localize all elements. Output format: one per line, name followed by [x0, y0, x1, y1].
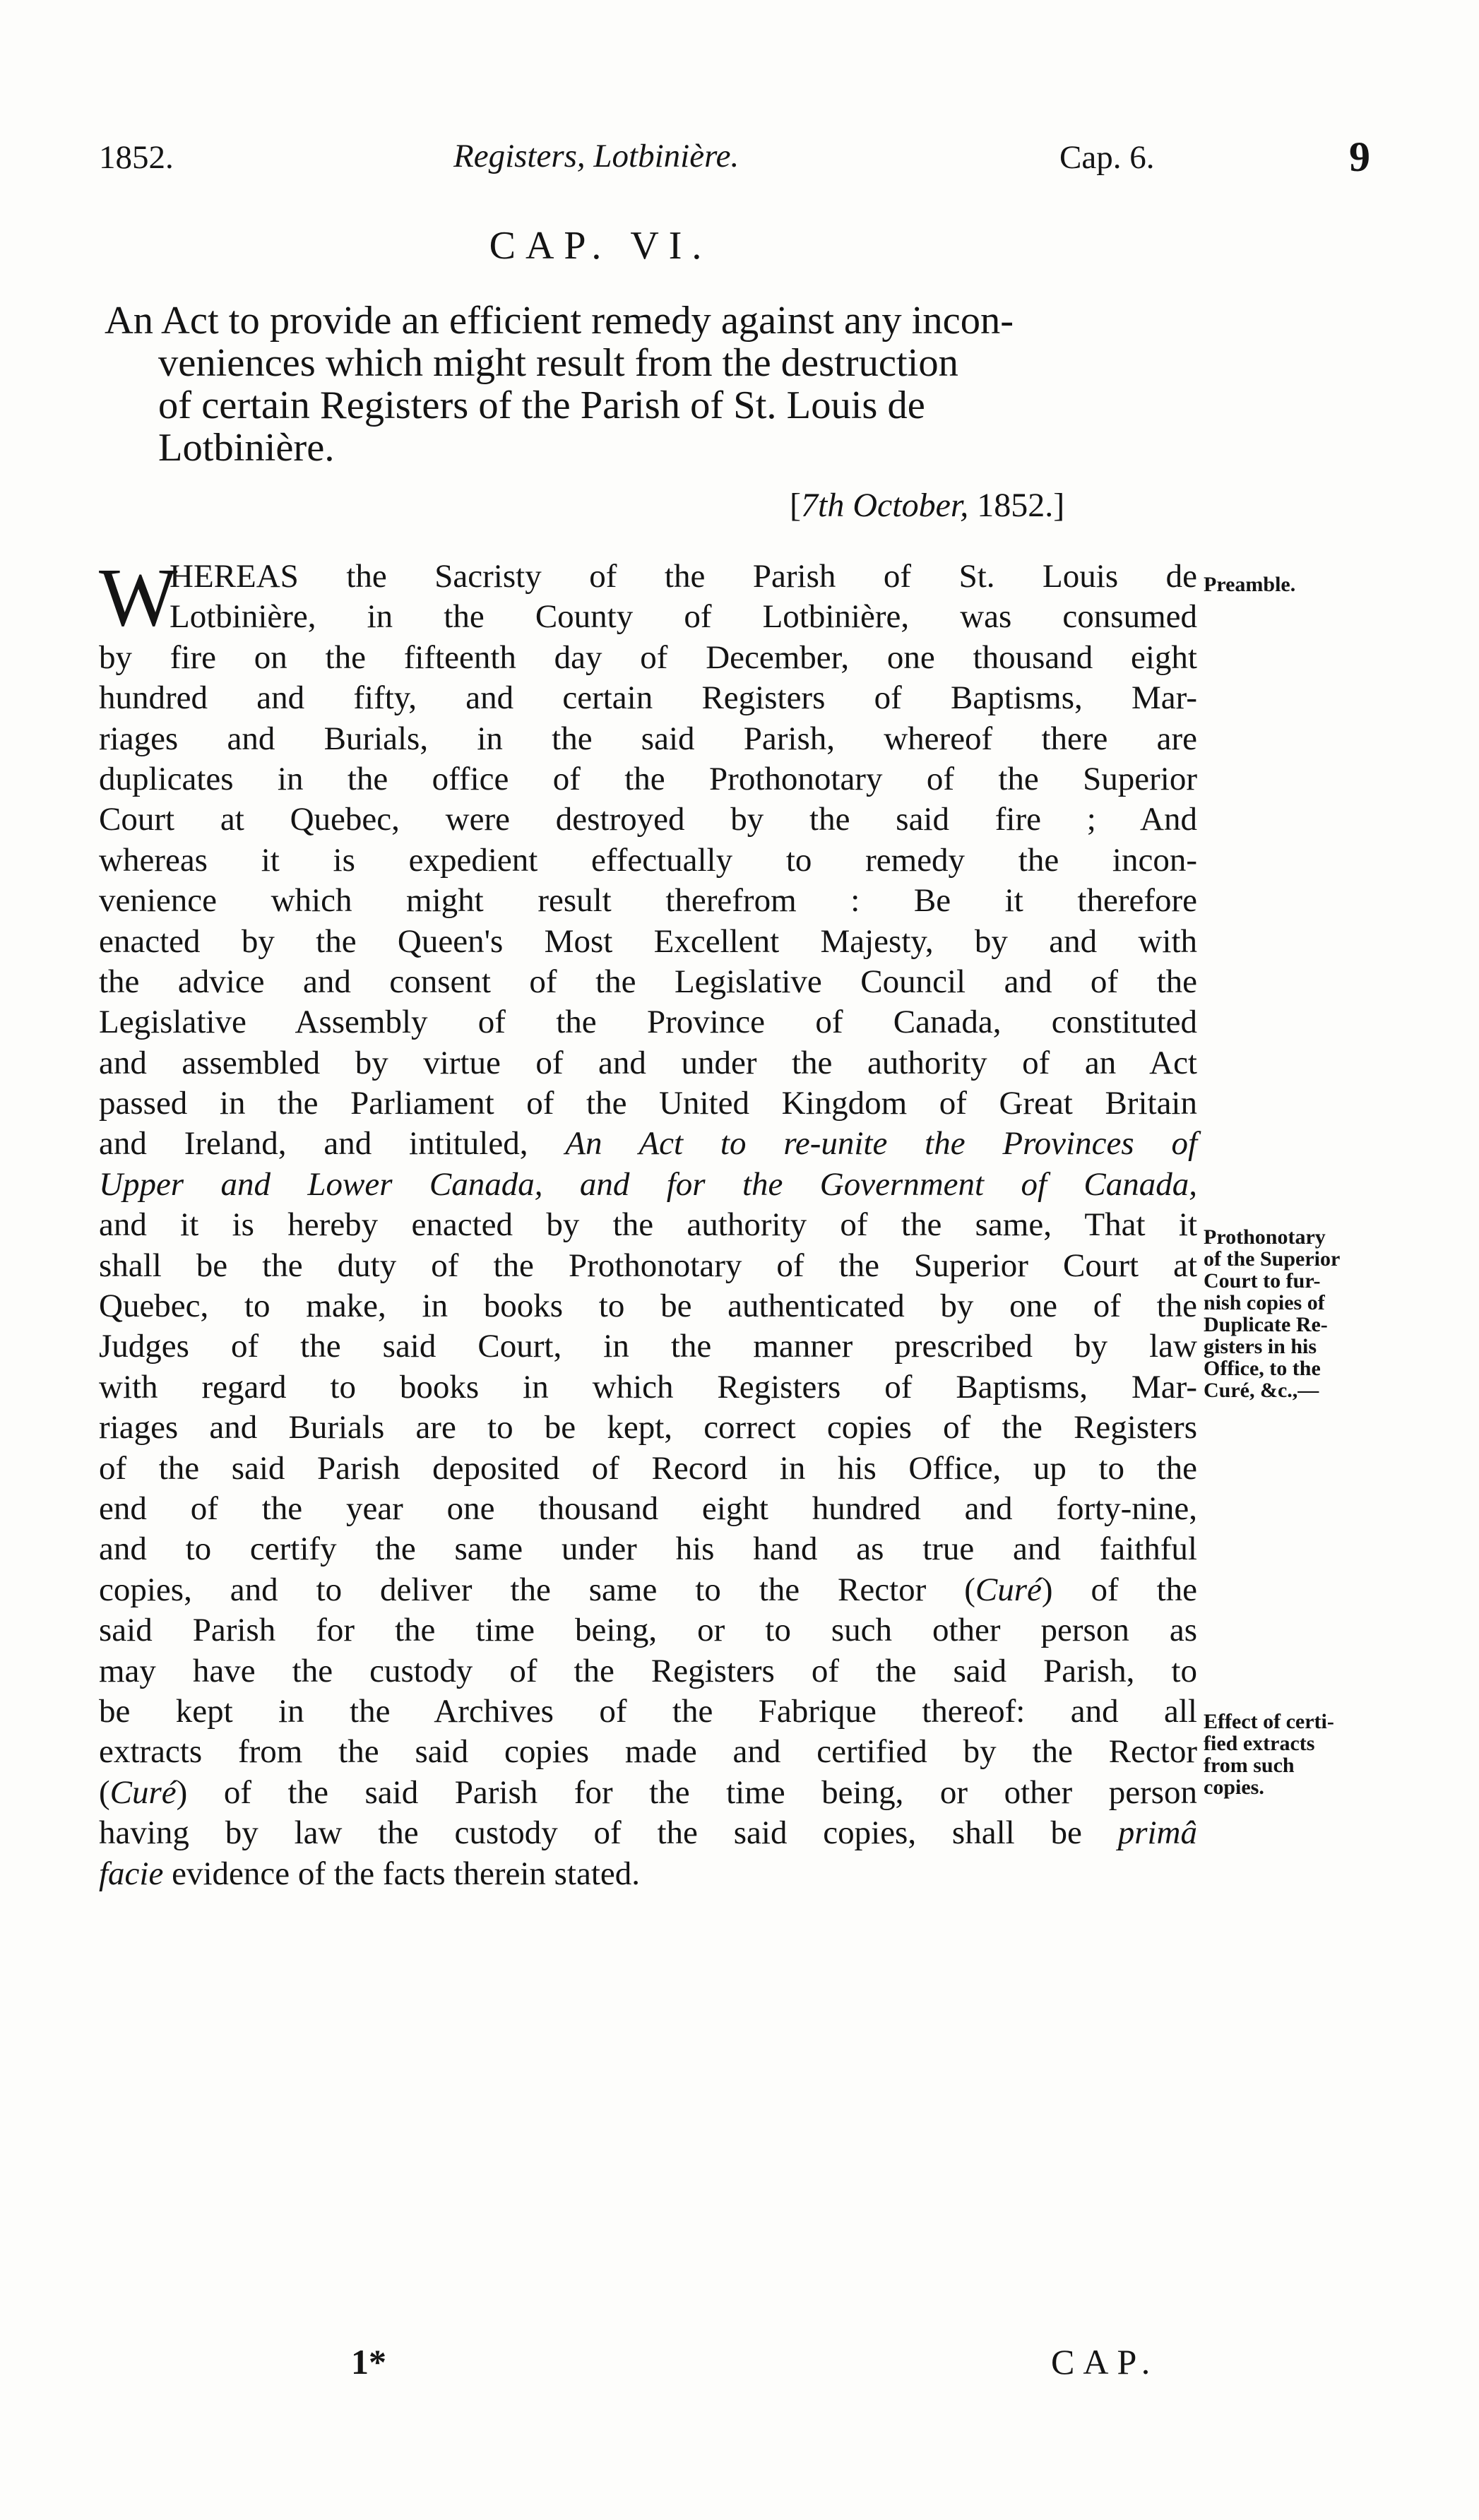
act-title-line: of certain Registers of the Parish of St. Louis de — [158, 384, 925, 427]
body-line: end of the year one thousand eight hundred and forty-nine, — [99, 1490, 1197, 1527]
page-footer — [0, 2341, 1479, 2391]
body-line: riages and Burials, in the said Parish, whereof there are — [99, 720, 1197, 757]
page-number: 9 — [1349, 133, 1370, 180]
body-line: and to certify the same under his hand as true and faithful — [99, 1531, 1197, 1568]
chapter-heading: CAP. VI. — [489, 224, 712, 268]
assent-day-month: 7th October, — [800, 487, 969, 524]
body-line: of the said Parish deposited of Record in his Office, up to the — [99, 1449, 1197, 1487]
body-text-run: ( — [99, 1773, 110, 1811]
body-line: Legislative Assembly of the Province of Canada, constituted — [99, 1004, 1197, 1041]
marginal-note-line: gisters in his — [1204, 1335, 1317, 1358]
body-line: said Parish for the time being, or to such other person as — [99, 1612, 1197, 1649]
marginal-note-line: Duplicate Re- — [1204, 1313, 1328, 1336]
marginal-note-line: nish copies of — [1204, 1291, 1325, 1314]
assent-year: 1852.] — [968, 487, 1065, 524]
body-line: extracts from the said copies made and certified by the Rector — [99, 1733, 1197, 1771]
header-chapter: Cap. 6. — [1059, 139, 1155, 176]
marginal-note-preamble — [1204, 573, 1408, 595]
body-line: be kept in the Archives of the Fabrique thereof: and all — [99, 1692, 1197, 1730]
marginal-note-line: copies. — [1204, 1776, 1264, 1799]
enacting-text — [99, 551, 1197, 1894]
body-line: Judges of the said Court, in the manner prescribed by law — [99, 1328, 1197, 1365]
body-text-run: having by law the custody of the said copies, shall be — [99, 1814, 1118, 1852]
body-line: passed in the Parliament of the United Kingdom of Great Britain — [99, 1085, 1197, 1122]
marginal-note-line: of the Superior — [1204, 1247, 1341, 1271]
marginal-note-line: Preamble. — [1204, 573, 1296, 596]
body-line — [99, 1773, 1197, 1813]
running-head — [99, 133, 1391, 188]
marginal-note-line: Curé, &c.,— — [1204, 1379, 1319, 1402]
body-text-run: and Ireland, and intituled, — [99, 1125, 566, 1163]
marginal-note-line: fied extracts — [1204, 1732, 1315, 1755]
body-line — [99, 1124, 1197, 1164]
body-line: and assembled by virtue of and under the authority of an Act — [99, 1044, 1197, 1081]
body-line: Lotbinière, in the County of Lotbinière, was consumed — [170, 598, 1197, 636]
assent-date — [790, 486, 1064, 525]
body-line: and it is hereby enacted by the authority of the same, That it — [99, 1206, 1197, 1244]
body-line: Quebec, to make, in books to be authenticated by one of the — [99, 1288, 1197, 1325]
marginal-note-line: Effect of certi- — [1204, 1710, 1334, 1733]
marginal-note-line: Prothonotary — [1204, 1225, 1326, 1249]
italic-term: facie — [99, 1855, 164, 1892]
header-title: Registers, Lotbinière. — [453, 138, 740, 174]
italic-term: primâ — [1117, 1814, 1197, 1852]
body-text-run: evidence of the facts therein stated. — [163, 1855, 641, 1892]
body-text-run: copies, and to deliver the same to the Rector ( — [99, 1571, 975, 1608]
body-line: Court at Quebec, were destroyed by the said fire ; And — [99, 801, 1197, 838]
body-line: whereas it is expedient effectually to remedy the incon- — [99, 841, 1197, 879]
marginal-note-effect — [1204, 1711, 1408, 1798]
assent-bracket: [ — [790, 487, 801, 524]
body-text-run: ) of the said Parish for the time being, or other person — [176, 1773, 1197, 1811]
signature-mark: 1* — [351, 2342, 386, 2382]
italic-term: Curé — [109, 1773, 177, 1811]
body-line: hundred and fifty, and certain Registers of Baptisms, Mar- — [99, 679, 1197, 717]
body-line: riages and Burials are to be kept, correct copies of the Registers — [99, 1409, 1197, 1446]
body-line — [99, 1854, 1197, 1894]
body-line: with regard to books in which Registers of Baptisms, Mar- — [99, 1368, 1197, 1405]
body-line — [99, 1570, 1197, 1610]
italic-term: Curé — [975, 1571, 1042, 1608]
act-title-line: Lotbinière. — [158, 426, 335, 470]
body-line: shall be the duty of the Prothonotary of the Superior Court at — [99, 1247, 1197, 1284]
marginal-note-line: from such — [1204, 1754, 1295, 1777]
marginal-note-line: Office, to the — [1204, 1357, 1321, 1380]
body-line: enacted by the Queen's Most Excellent Majesty, by and with — [99, 922, 1197, 960]
header-year: 1852. — [99, 139, 174, 176]
body-line: venience which might result therefrom : Be it therefore — [99, 882, 1197, 920]
cited-act-title: Upper and Lower Canada, and for the Government of Canada, — [99, 1165, 1197, 1203]
body-line: duplicates in the office of the Prothonotary of the Superior — [99, 760, 1197, 797]
act-title-line: An Act to provide an efficient remedy against any incon- — [105, 299, 1014, 343]
marginal-note-prothonotary — [1204, 1226, 1408, 1401]
body-text-run: ) of the — [1041, 1571, 1197, 1608]
body-line — [99, 1813, 1197, 1853]
body-line: the advice and consent of the Legislative Council and of the — [99, 963, 1197, 1000]
marginal-note-line: Court to fur- — [1204, 1269, 1321, 1292]
body-line: HEREAS the Sacristy of the Parish of St. Louis de — [170, 558, 1197, 595]
act-title — [105, 299, 1192, 469]
drop-cap: W — [99, 551, 178, 643]
catchword: CAP. — [1051, 2342, 1159, 2382]
body-line: by fire on the fifteenth day of December, one thousand eight — [99, 638, 1197, 676]
act-title-line: veniences which might result from the destruction — [158, 341, 958, 385]
cited-act-title: An Act to re-unite the Provinces of — [565, 1125, 1197, 1163]
body-line: may have the custody of the Registers of the said Parish, to — [99, 1652, 1197, 1689]
